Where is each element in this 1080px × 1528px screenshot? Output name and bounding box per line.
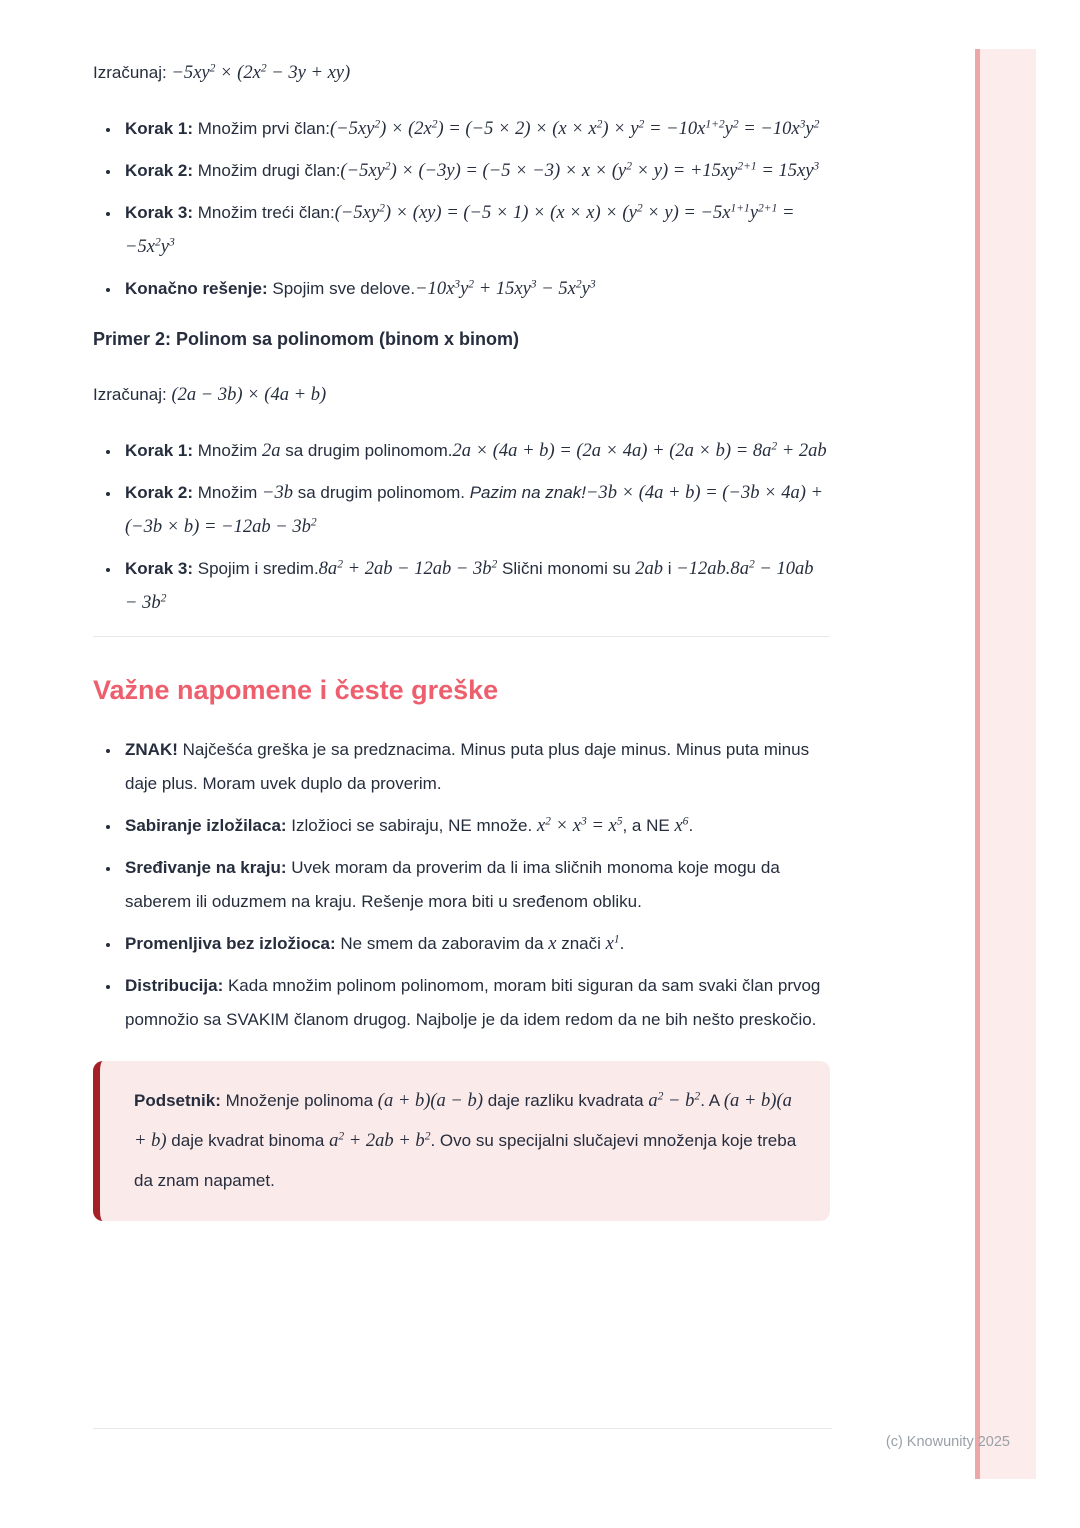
note-item-znak: • ZNAK! Najčešća greška je sa predznacima. Minus puta plus daje minus. Minus puta minus daje plus. Moram uvek duplo da proverim. (121, 733, 830, 801)
reminder-callout (93, 1061, 830, 1221)
copyright-footer: (c) Knowunity 2025 (885, 1434, 1010, 1450)
problem-statement-2: Izračunaj: (2a − 3b) × (4a + b) (93, 384, 327, 405)
steps-list-1 (93, 112, 830, 306)
step-item-korak1: • Korak 1: Množim 2a sa drugim polinomom.2a × $(4a + b) = (2a \times 4a) + (2a \times b) = 8a^2 + 2ab$ (121, 434, 830, 468)
footer-divider (93, 1428, 832, 1429)
note-item-sabiranje: • Sabiranje izložilaca: Izložioci se sabiraju, NE množe. $x^2 \times x^3 = x^5$, a NE $x^6$. (121, 809, 830, 843)
subheading-primer2: Primer 2: Polinom sa polinomom (binom x binom) (93, 329, 520, 349)
step-item-korak3: • Korak 3: Spojim i $sredim.8a^2 + 2ab - 12ab - 3b^2$ Slični monomi su 2ab $i -12ab.8a^2 - 10ab - 3b^2$ (121, 552, 830, 620)
note-item-distribucija: • Distribucija: Kada množim polinom polinomom, moram biti siguran da sam svaki član prvog pomnožio sa SVAKIM članom drugog. Najbolje je da idem redom da ne bih nešto preskočio. (121, 969, 830, 1037)
problem-statement-1: Izračunaj: $-5xy^2 \times (2x^2 - 3y + xy)$ (93, 61, 351, 83)
notes-list (93, 733, 830, 1037)
step-item-korak1: • Korak 1: Množim prvi $član:(-5xy^2) \times (2x^2) = (-5 \times 2) \times (x \times x^2) \times y^2 = -10x^{1+2}y^2 = -10x^3y^2$ (121, 112, 830, 146)
reminder-text: Podsetnik: Množenje polinoma (a + b)(a − b) daje razliku kvadrata $a^2 - b^2$. A (a + b)(a + b) daje kvadrat binoma $a^2 + 2ab + b^2$. Ovo su specijalni slučajevi množenja koje treba da znam napamet. (134, 1089, 797, 1190)
step-item-korak3: • Korak 3: Množim treći $član:(-5xy^2) \times (xy) = (-5 \times 1) \times (x \times x) \times (y^2 \times y) = -5x^{1+1}y^{2+1} = -5x^2y^3$ (121, 196, 830, 264)
steps-list-2 (93, 434, 830, 620)
note-item-sredjivanje: • Sređivanje na kraju: Uvek moram da proverim da li ima sličnih monoma koje mogu da saberem ili oduzmem na kraju. Rešenje mora biti u sređenom obliku. (121, 851, 830, 919)
section-heading-notes: Važne napomene i česte greške (93, 675, 499, 705)
section-divider (93, 636, 830, 637)
step-item-korak2: • Korak 2: Množim −3b sa drugim polinomom. Pazim na znak!−3b × $(4a + b) = (-3b \times 4a) + (-3b \times b) = -12ab - 3b^2$ (121, 476, 830, 544)
step-item-korak2: • Korak 2: Množim drugi $član:(-5xy^2) \times (-3y) = (-5 \times -3) \times x \times (y^2 \times y) = +15xy^{2+1} = 15xy^3$ (121, 154, 830, 188)
note-item-promenljiva: • Promenljiva bez izložioca: Ne smem da zaboravim da x znači $x^1$. (121, 927, 830, 961)
step-item-final: • Konačno rešenje: Spojim sve $delove.-10x^3y^2 + 15xy^3 - 5x^2y^3$ (121, 272, 830, 306)
